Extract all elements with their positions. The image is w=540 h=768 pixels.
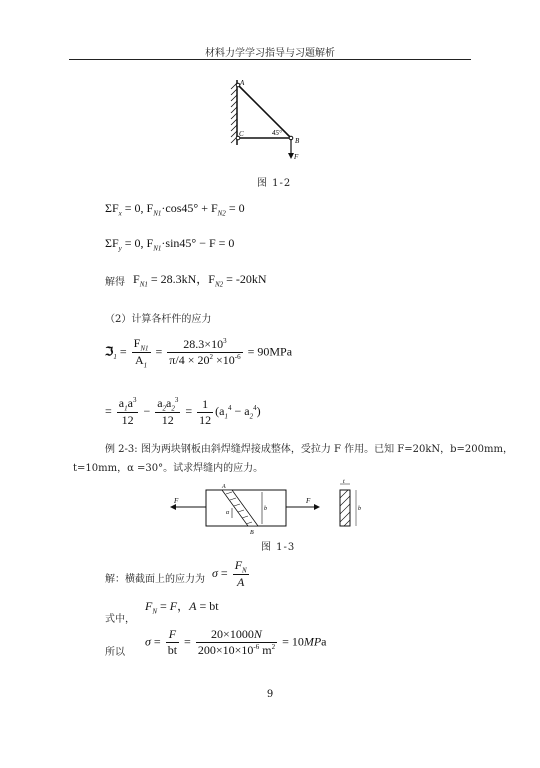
example-line-2: t=10mm，α =30°。试求焊缝内的应力。 (73, 463, 264, 474)
example-line-1: 例 2-3: 图为两块钢板由斜焊缝焊接成整体，受拉力 F 作用。已知 F=20kN，b=200mm， (105, 444, 513, 455)
weld-label-F-left: F (174, 497, 179, 505)
equation-sum-fy: $\Sigma F_y = 0$, $F_{N1}\cdot\sin 45^\circ - F = 0$ (105, 236, 235, 253)
where-label: 式中， (105, 614, 135, 625)
label-angle: 45° (272, 129, 282, 137)
weld-label-B: B (250, 530, 254, 536)
label-C: C (239, 130, 244, 138)
label-F: F (294, 153, 299, 161)
label-A: A (240, 79, 245, 87)
figure-weld-plates (160, 478, 380, 538)
where-equation: $F_N = F$，A = bt (145, 599, 219, 616)
label-B: B (295, 137, 300, 145)
solve-values: $F_{N1} = 28.3kN$，$F_{N2} = -20kN$ (133, 272, 267, 289)
figure1-caption: 图 1-2 (257, 178, 292, 189)
so-label: 所以 (105, 647, 125, 658)
weld-label-t: t (343, 479, 345, 485)
figure-truss (225, 75, 315, 165)
final-equation: σ = $\frac{F}{bt}$ = $\frac{20\times 1000N}{200\times 10\times 10^{-6} m^2}$ = 10MPa (145, 627, 327, 657)
weld-label-b2: b (358, 506, 361, 512)
inertia-equation: = $\frac{a_1a^3}{12}$ − $\frac{a_2a_2^3}{12}$ = $\frac{1}{12}$ $(a_1^4 - a_2^4)$ (105, 396, 261, 428)
figure2-caption: 图 1-3 (261, 542, 296, 553)
weld-label-F-right: F (306, 497, 311, 505)
page-header: 材料力学学习指导与习题解析 (205, 48, 335, 59)
sigma-equation: σ = $\frac{F_N}{A}$ (212, 558, 247, 590)
weld-label-alpha: α (226, 510, 230, 516)
step2-text: （2）计算各杆件的应力 (105, 314, 212, 325)
equation-sum-fx: $\Sigma F_x = 0$, $F_{N1}\cdot\cos 45^\circ + F_{N2} = 0$ (105, 201, 245, 218)
solve-label: 解得 (105, 277, 125, 288)
page-number: 9 (266, 689, 274, 700)
weld-label-b: b (264, 506, 267, 512)
solution-intro: 解：横截面上的应力为 (105, 574, 205, 585)
header-rule (69, 59, 471, 60)
weld-label-A: A (222, 484, 226, 490)
stress-equation: ℑ$_1$ = $\frac{F_{N1}}{A_1}$ = $\frac{28.3\times 10^3}{\pi/4 \times 20^2 \times 10^{-6}}$ = 90MPa (105, 336, 293, 370)
